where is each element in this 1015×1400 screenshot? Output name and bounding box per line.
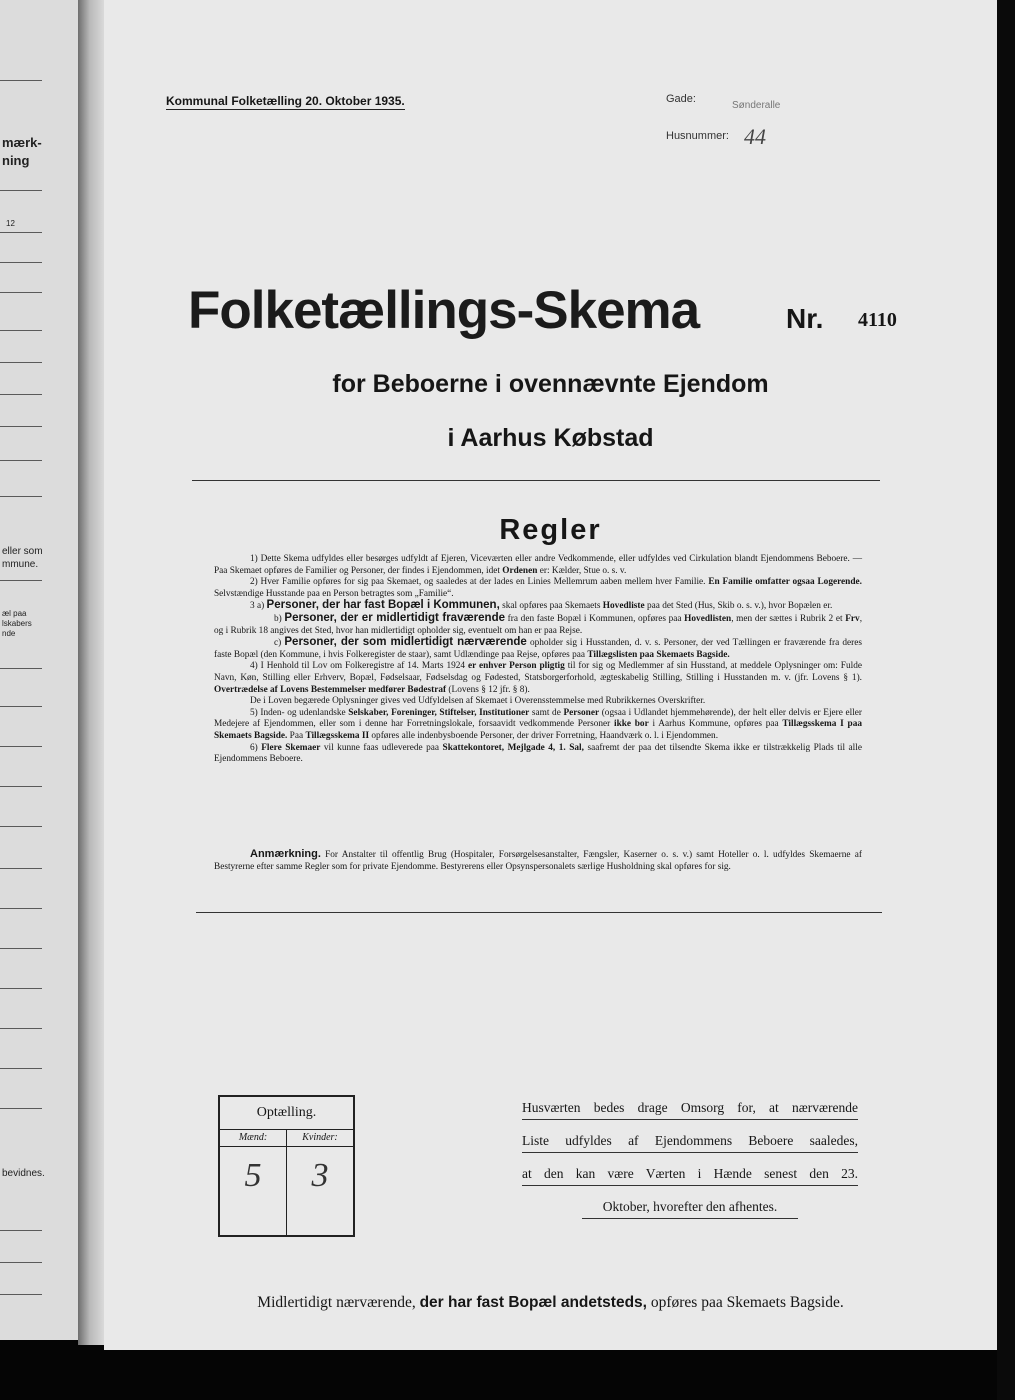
left-page-fragment-text: mmune. bbox=[2, 559, 39, 570]
left-page-rule bbox=[0, 394, 42, 395]
rule-4: 4) I Henhold til Lov om Folkeregistre af 14. Marts 1924 er enhver Person pligtig til for sig og Medlemmer af sin Husstand, at meddele Oplysninger om: Fulde Navn, Køn, Stilling eller Erhverv, Bopæl, Fødselsaar, Fødselsdag og Fødested, Statsborgerforhold, ægteskabelig Stilling, Stilling i Husstanden m. v. (jfr. Lovens § 1). Overtrædelse af Lovens Bestemmelser medfører Bødestraf (Lovens § 12 jfr. § 8). bbox=[214, 661, 862, 695]
left-page-rule bbox=[0, 1028, 42, 1029]
left-page-rule bbox=[0, 1068, 42, 1069]
remark-text: For Anstalter til offentlig Brug (Hospitaler, Forsørgelsesanstalter, Fængsler, Kaserner o. s. v.) samt Hoteller o. l. udfyldes Skemaerne af Bestyrerne efter samme Regler som for private Ejendomme. Bestyrerens eller Opsynspersonalets særlige Husholdning skal opføres for sig. bbox=[214, 850, 862, 872]
left-page-rule bbox=[0, 426, 42, 427]
street-value: Sønderalle bbox=[732, 100, 781, 111]
left-page-rule bbox=[0, 1230, 42, 1231]
rule-5: 5) Inden- og udenlandske Selskaber, Foreninger, Stiftelser, Institutioner samt de Personer (ogsaa i Udlandet hjemmehørende), der helt eller delvis er Ejere eller Medejere af Ejendommen, eller som i denne har Forretningslokale, forsaavidt vedkommende Personer ikke bor i Aarhus Kommune, opføres paa Tillægsskema I paa Skemaets Bagside. Paa Tillægsskema II opføres alle indenbysboende Personer, der driver Forretning, Haandværk o. l. i Ejendommen. bbox=[214, 707, 863, 741]
left-page-rule bbox=[0, 232, 42, 233]
rule-3c: c) Personer, der som midlertidigt nærværende opholder sig i Husstanden, d. v. s. Personer, der ved Tællingen er fraværende fra deres faste Bopæl (den Kommune, i hvis Folkeregister de staar), samt Udlændinge paa Rejse, opføres paa Tillægslisten paa Skemaets Bagside. bbox=[214, 636, 863, 660]
left-page-rule bbox=[0, 292, 42, 293]
divider bbox=[196, 912, 882, 913]
form-number-value: 4110 bbox=[858, 309, 897, 331]
rule-3b: b) Personer, der er midlertidigt fraværende fra den faste Bopæl i Kommunen, opføres paa Hovedlisten, men der sættes i Rubrik 2 et Frv, og i Rubrik 18 angives det Sted, hvor han midlertidigt opholder sig, eventuelt om han er paa Rejse. bbox=[214, 611, 863, 636]
book-gutter bbox=[78, 0, 104, 1345]
left-page-rule bbox=[0, 330, 42, 331]
left-page-rule bbox=[0, 908, 42, 909]
left-page-rule bbox=[0, 668, 42, 669]
notice-line: at den kan være Værten i Hænde senest den 23. bbox=[522, 1163, 858, 1186]
count-women-value: 3 bbox=[311, 1157, 329, 1194]
notice-line: Liste udfyldes af Ejendommens Beboere saaledes, bbox=[522, 1130, 858, 1153]
left-page-rule bbox=[0, 580, 42, 581]
count-men-cell bbox=[220, 1129, 287, 1235]
left-page-rule bbox=[0, 496, 42, 497]
count-men-label: Mænd: bbox=[220, 1129, 286, 1147]
rule-2: 2) Hver Familie opføres for sig paa Skemaet, og saaledes at der lades en Linies Mellemrum aaben mellem hver Familie. En Familie omfatter ogsaa Logerende. Selvstændige Husstande paa en Person betragtes som „Familie“. bbox=[214, 577, 862, 599]
street-label: Gade: bbox=[666, 93, 696, 105]
footer-note: Midlertidigt nærværende, der har fast Bopæl andetsteds, opføres paa Skemaets Bagside. bbox=[257, 1294, 844, 1311]
left-page-rule bbox=[0, 262, 42, 263]
left-page-rule bbox=[0, 826, 42, 827]
count-table bbox=[218, 1095, 355, 1237]
rule-1: 1) Dette Skema udfyldes eller besørges udfyldt af Ejeren, Viceværten eller andre Vedkommende, eller udfyldes ved Cirkulation blandt Ejendommens Beboere. — Paa Skemaet opføres de Familier og Personer, der findes i Ejendommen, idet Ordenen er: Kælder, Stue o. s. v. bbox=[214, 554, 862, 576]
left-page-rule bbox=[0, 1108, 42, 1109]
left-page-fragment-text: æl paa bbox=[2, 609, 27, 618]
notice-line: Oktober, hvorefter den afhentes. bbox=[582, 1196, 798, 1219]
left-page-fragment-text: mærk- bbox=[2, 135, 42, 150]
rules-heading: Regler bbox=[499, 514, 602, 546]
rule-6: 6) Flere Skemaer vil kunne faas udleverede paa Skattekontoret, Mejlgade 4, 1. Sal, saafremt der paa det tilsendte Skema ikke er tilstrækkelig Plads til alle Ejendommens Beboere. bbox=[214, 742, 862, 765]
page-edge bbox=[997, 0, 1015, 1400]
left-page-fragment-text: lskabers bbox=[2, 619, 32, 628]
remark-label: Anmærkning. bbox=[250, 848, 321, 860]
left-page-fragment-text: ning bbox=[2, 153, 30, 168]
divider bbox=[192, 480, 880, 481]
left-page-fragment-text: bevidnes. bbox=[2, 1168, 45, 1179]
count-women-cell bbox=[287, 1129, 353, 1235]
form-title: Folketællings-Skema bbox=[188, 281, 700, 340]
left-page-rule bbox=[0, 948, 42, 949]
count-men-value: 5 bbox=[244, 1157, 262, 1194]
left-page-rule bbox=[0, 80, 42, 81]
rule-4-note: De i Loven begærede Oplysninger gives ved Udfyldelsen af Skemaet i Overensstemmelse med Rubrikkernes Overskrifter. bbox=[250, 696, 706, 707]
form-subtitle: for Beboerne i ovennævnte Ejendom bbox=[332, 370, 769, 398]
left-page-fragment-text: 12 bbox=[6, 219, 15, 228]
left-page-fragment-text: eller som bbox=[2, 546, 43, 557]
left-page-rule bbox=[0, 1262, 42, 1263]
left-page-rule bbox=[0, 1294, 42, 1295]
census-title: Kommunal Folketælling 20. Oktober 1935. bbox=[166, 94, 405, 108]
left-page-rule bbox=[0, 190, 42, 191]
left-page-fragment bbox=[0, 0, 79, 1340]
remark bbox=[214, 849, 862, 873]
left-page-rule bbox=[0, 786, 42, 787]
landlord-notice bbox=[522, 1097, 858, 1229]
left-page-rule bbox=[0, 868, 42, 869]
left-page-fragment-text: nde bbox=[2, 629, 16, 638]
form-location: i Aarhus Købstad bbox=[447, 424, 654, 452]
left-page-rule bbox=[0, 706, 42, 707]
rules-text bbox=[214, 554, 862, 766]
house-number-label: Husnummer: bbox=[666, 130, 729, 142]
count-women-label: Kvinder: bbox=[287, 1129, 353, 1147]
left-page-rule bbox=[0, 988, 42, 989]
count-table-title: Optælling. bbox=[220, 1097, 353, 1130]
form-number-label: Nr. bbox=[786, 303, 824, 334]
house-number-value: 44 bbox=[744, 124, 766, 149]
rule-3a: 3 a) Personer, der har fast Bopæl i Kommunen, skal opføres paa Skemaets Hovedliste paa det Sted (Hus, Skib o. s. v.), hvor Bopælen er. bbox=[250, 599, 833, 612]
left-page-rule bbox=[0, 362, 42, 363]
notice-line: Husværten bedes drage Omsorg for, at nærværende bbox=[522, 1097, 858, 1120]
left-page-rule bbox=[0, 460, 42, 461]
census-form-page bbox=[104, 0, 997, 1350]
left-page-rule bbox=[0, 746, 42, 747]
